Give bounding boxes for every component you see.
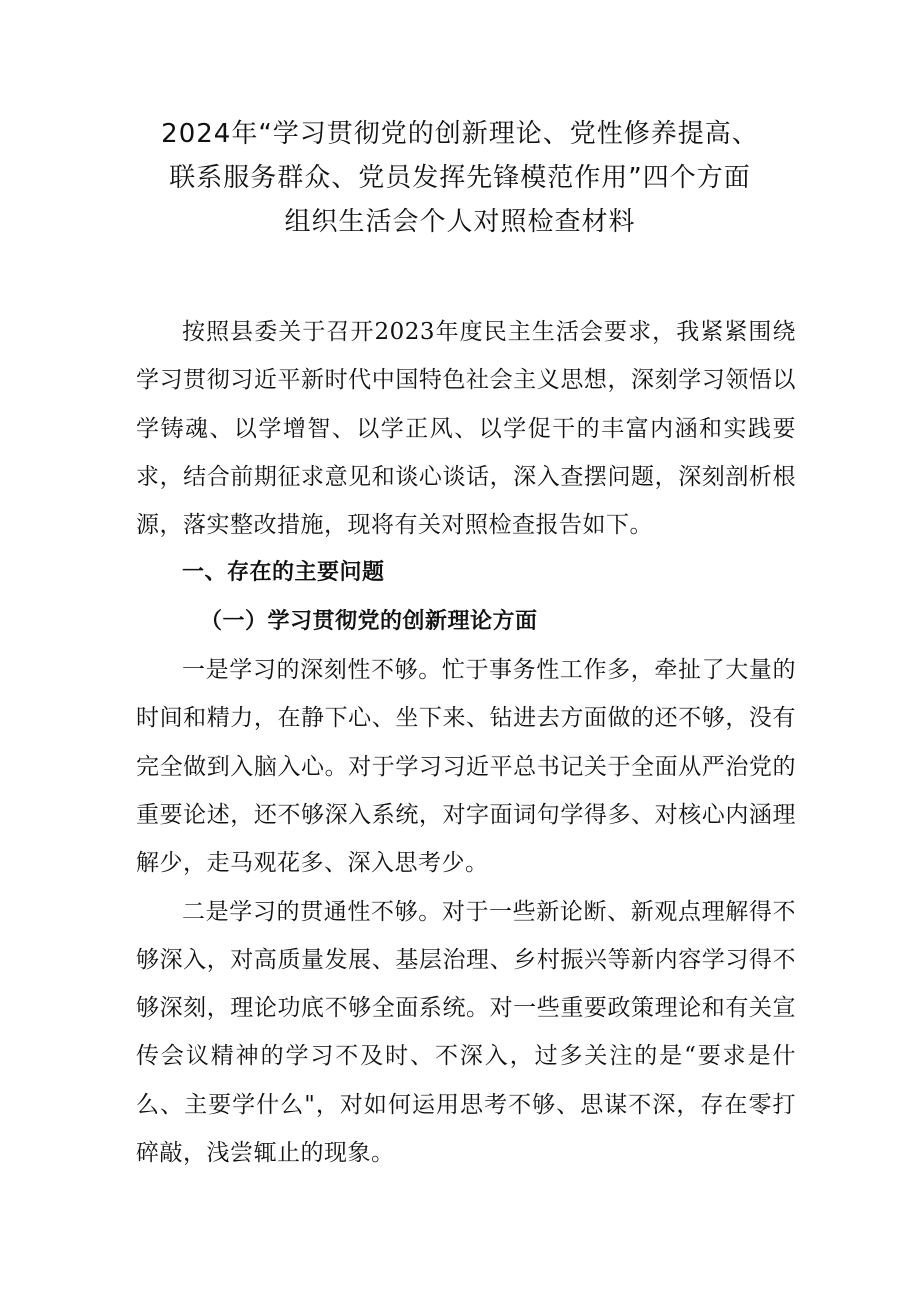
title-line-1: 2024年“学习贯彻党的创新理论、党性修养提高、	[161, 119, 759, 149]
subsection-heading: （一）学习贯彻党的创新理论方面	[200, 608, 538, 634]
intro-paragraph: 按照县委关于召开2023年度民主生活会要求，我紧紧围绕学习贯彻习近平新时代中国特色社会主义思想，深刻学习领悟以学铸魂、以学增智、以学正风、以学促干的丰富内涵和实践要求，结合前期征求意见和谈心谈话，深入查摆问题，深刻剖析根源，落实整改措施，现将有关对照检查报告如下。	[136, 319, 796, 539]
document-title	[100, 112, 820, 244]
section-heading: 一、存在的主要问题	[182, 560, 385, 586]
body-paragraph: 一是学习的深刻性不够。忙于事务性工作多，牵扯了大量的时间和精力，在静下心、坐下来、钻进去方面做的还不够，没有完全做到入脑入心。对于学习习近平总书记关于全面从严治党的重要论述，还不够深入系统，对字面词句学得多、对核心内涵理解少，走马观花多、深入思考少。	[136, 657, 796, 877]
document-body	[136, 308, 796, 1177]
title-line-3: 组织生活会个人对照检查材料	[284, 207, 636, 237]
title-line-2: 联系服务群众、党员发挥先锋模范作用”四个方面	[169, 163, 751, 193]
body-paragraph: 二是学习的贯通性不够。对于一些新论断、新观点理解得不够深入，对高质量发展、基层治理、乡村振兴等新内容学习得不够深刻，理论功底不够全面系统。对一些重要政策理论和有关宣传会议精神的学习不及时、不深入，过多关注的是“要求是什么、主要学什么"，对如何运用思考不够、思谋不深，存在零打碎敲，浅尝辄止的现象。	[136, 898, 796, 1167]
